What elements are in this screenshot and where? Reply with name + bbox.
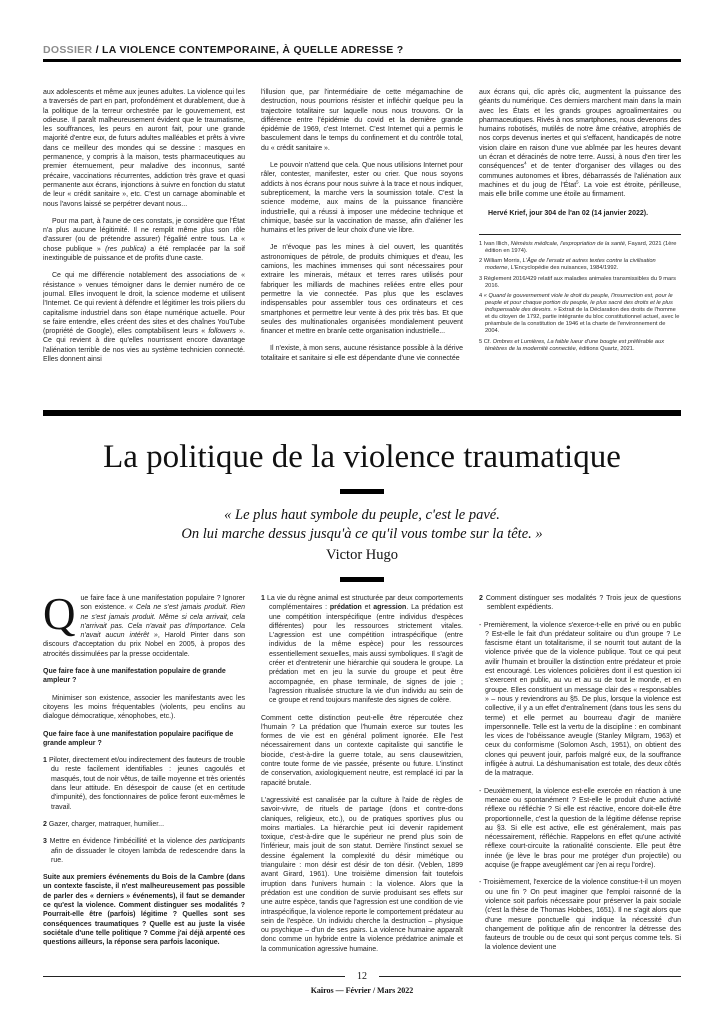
paragraph: Il n'existe, à mon sens, aucune résistance possible à la dérive totalitaire et sanitaire si elle est dépendante d'une vie connectée: [261, 345, 463, 362]
paragraph: aux écrans qui, clic après clic, augmentent la puissance des géants du numérique. Ces derniers marchent main dans la main avec les États et les grands groupes agroalimentaires ou pharmaceutiques. Rivés à nos smartphones, nous devenons des humains robotisés, mutilés de notre âme créative, atrophiés de nos corps devenus inertes et qui s'effacent, handicapés de notre vision claire en raison d'une vue abîmée par les heures devant un écran et déracinés de notre terre. Aussi, à nous d'en tirer les conséquences$^4$ et de tenter d'organiser des villages ou des communes autonomes et libres, débarrassés de l'aliénation aux machines et du joug de l'État$^5$. La voie est étroite, périlleuse, mais elle brille comme une étoile au firmament.: [479, 89, 681, 199]
title-ornament-bar: [340, 489, 384, 494]
top-column-1: [43, 88, 245, 404]
top-column-2: [261, 88, 463, 404]
bullet-paragraph: - Premièrement, la violence s'exerce-t-elle en privé ou en public ? Est-elle le fait d'un prédateur solitaire ou d'un groupe ? Le fascisme étant un totalitarisme, il se nourrit tout autant de la violence privée que de la violence publique. Tout ce qui peut avilir l'humain et brouiller la distinction entre prédateur et proie est encouragé. Les violences policières dont il est question ici s'exercent en public, au vu et au su de tout le monde, et en groupe. Elles constituent un message clair des « responsables » – nous y reviendrons au §5. De plus, lorsque la violence est collective, il y a un effet d'entraînement (dans tous les sens du terme) et elle permet au bourreau d'agir de manière impersonnelle. Telle est la vertu de la discipline : en combinant les vices de l'obéissance aveugle (Stanley Milgram, 1963) et ceux du conformisme (Solomon Asch, 1951), on obtient des clones qui peuvent jouir, parfois malgré eux, de la souffrance infligée à autrui. La déshumanisation est totale, des deux côtés de la matraque.: [479, 621, 681, 778]
journal-issue-line: Kairos — Février / Mars 2022: [310, 986, 414, 995]
paragraph: l'illusion que, par l'intermédiaire de cette mégamachine de destruction, nous pourrions résister et infléchir quelque peu la trajectoire totalitaire sur laquelle nous nous trouvons. Or la différence entre l'épidémie du covid et la dernière grande épidémie de 1969, c'est Internet. C'est Internet qui a permis le basculement dans le temps du confinement et du contrôle total, du « crédit sanitaire ».: [261, 89, 463, 152]
numbered-item: 1 Piloter, directement et/ou indirectement des fauteurs de trouble du reste facilement identifiables : jeunes cagoulés et masqués, tout de noir vêtus, de taille moyenne et très orientés dans leur attitude. En désespoir de cause (et en certitude d'impunité), des fonctionnaires de police feront eux-mêmes le travail.: [43, 757, 245, 811]
paragraph: Le pouvoir n'attend que cela. Que nous utilisions Internet pour râler, contester, manifester, ester ou crier. Que nous soyons addicts à nos écrans pour nous suivre à la trace et nous indiquer, subrepticement, la marche vers la soumission totale. C'est la science moderne, aux mains de la puissance financière industrielle, qui a réussi à imposer une médecine technique et chimique, basée sur la vaccination de masse, afin d'aliéner les humains et les priver de leur choix d'une vie libre.: [261, 162, 463, 235]
paragraph: Je n'évoque pas les mines à ciel ouvert, les quantités astronomiques de pétrole, de produits chimiques et d'eau, les camions, les machines immenses qui sont nécessaires pour extraire les minerais, métaux et terres rares utilisés pour fabriquer les milliards de machines reliées entre elles pour permettre la vie connectée. Pas plus que les esclaves indispensables pour assembler tous ces ordinateurs et ces smartphones et permettre leur vente à des prix très bas. Et que seules des multinationales organisées mondialement peuvent financer et mettre en branle cette organisation industrielle...: [261, 244, 463, 336]
dossier-header: [43, 44, 681, 56]
footnote: 1 Ivan Illich, Némésis médicale, l'expropriation de la santé, Fayard, 2021 (1ère édition en 1974).: [479, 240, 677, 254]
lead-text: ue faire face à une manifestation populaire ? Ignorer son existence. « Cela ne s'est jamais produit. Rien ne s'est jamais produit. Même si cela arrivait, cela n'arrivait pas. Cela n'avait pas d'importance. Cela n'avait aucun intérêt », Harold Pinter dans son discours d'acceptation du prix Nobel en 2005, à propos des atrocités dissimulées par la presse occidentale.: [43, 595, 245, 658]
drop-cap: Q: [43, 594, 76, 639]
section-divider-rule: [43, 410, 681, 416]
quote-ornament-bar: [340, 577, 384, 582]
page-number: 12: [345, 971, 379, 982]
dossier-kicker: DOSSIER: [43, 44, 93, 56]
footnote: 4 « Quand le gouvernement viole le droit du peuple, l'insurrection est, pour le peuple et pour chaque portion du peuple, le plus sacré des droits et le plus indispensable des devoirs. » Extrait de la Déclaration des droits de l'homme et du citoyen de 1792, partie intégrante du bloc constitutionnel actuel, avec le préambule de la constitution de 1946 et la charte de l'environnement de 2004.: [479, 293, 680, 335]
page-footer: [43, 971, 681, 995]
article-body: [43, 594, 681, 966]
subhead: Que faire face à une manifestation populaire pacifique de grande ampleur ?: [43, 730, 234, 747]
quote-line-1: « Le plus haut symbole du peuple, c'est le pavé.: [224, 507, 500, 523]
header-rule: [43, 59, 681, 62]
title-block: [43, 438, 681, 582]
quote-line-2: On lui marche dessus jusqu'à ce qu'il vous tombe sur la tête. »: [181, 525, 543, 542]
quote-author: Victor Hugo: [325, 547, 399, 563]
top-column-3: [479, 88, 681, 404]
footnotes: [479, 241, 681, 353]
footnote: 2 William Morris, L'Âge de l'ersatz et autres textes contre la civilisation moderne, L'Encyclopédie des nuisances, 1984/1992.: [479, 258, 656, 272]
article-column-3: [479, 594, 681, 966]
bullet-paragraph: - Deuxièmement, la violence est-elle exercée en réaction à une menace ou spontanément ? Est-elle le produit d'une activité réflexe ou réfléchie ? Si elle est réactive, encore doit-elle être proportionnelle, c'est la question de la légitime défense reprise au §3. Si elle est active, elle est généralement, mais pas nécessairement, réfléchie. Rappelons en effet qu'une activité réflexe court-circuite la rationalité consciente. Elle peut être innée (je lève le bras pour me protéger d'un projectile) ou acquise (je frappe aveuglément car j'en ai reçu l'ordre).: [479, 787, 681, 870]
paragraph: L'agressivité est canalisée par la culture à l'aide de règles de savoir-vivre, de rituels de partage (dons et contre-dons claniques, religieux, etc.), ou de pratiques sportives plus ou moins martiales. La hiérarchie peut ici devenir rapidement toxique, c'est-à-dire que le supérieur ne prend plus soin de l'inférieur, mais jouit de son statut. Derrière l'instinct sexuel se dessine également la complexité du désir mimétique ou triangulaire : mon désir est désir de ton désir. (Veblen, 1899 avant Girard, 1961). Une troisième dimension fait toutefois irruption dans l'univers humain : la violence. Alors que la prédation est une condition de survie produisant ses effets sur une autre espèce, tandis que l'agression est une condition de vie intraspécifique, la violence reporte le comportement prédateur au sein de l'espèce. Un individu cherche la destruction – physique ou psychique – d'un de ses pairs. La violence humaine apparaît donc comme un hybride entre la violence prédatrice animale et la communication agressive humaine.: [261, 796, 463, 953]
lead-paragraph: [43, 594, 245, 659]
subhead: Que faire face à une manifestation populaire de grande ampleur ?: [43, 668, 226, 685]
dossier-title: LA VIOLENCE CONTEMPORAINE, À QUELLE ADRESSE ?: [102, 44, 404, 56]
footer-rule: [43, 971, 681, 982]
paragraph: aux adolescents et même aux jeunes adultes. La violence qui les a traversés de part en part, profondément et durablement, due à la politique de la terreur orchestrée par le gouvernement, est odieuse. Il paraît malheureusement évident que le traumatisme, les souffrances, les peurs en auront fait, pour une grande majorité d'entre eux, de futurs adultes malléables et prêts à vivre dans ce meilleur des mondes qui se dessine : masques en permanence, y compris à la maison, tests pharmaceutiques au premier éternuement, peur maladive des inconnus, santé précaire, vaccinations récurrentes, addiction très grave et quasi permanente aux écrans, injonctions à suivre en fonction du statut de leur « crédit sanitaire », etc. C'est un carnage abominable et nous l'avons laissé se perpétrer devant nous...: [43, 89, 245, 208]
numbered-item: 2 Gazer, charger, matraquer, humilier...: [43, 820, 165, 828]
numbered-paragraph: 1 La vie du règne animal est structurée par deux comportements complémentaires : prédation et agression. La prédation est une compétition interspécifique (entre individus d'espèces différentes) pour les ressources strictement vitales. L'agression est une compétition intraspécifique (entre individus de la même espèce) pour les ressources essentiellement sexuelles, mais aussi symboliques. Il s'agit de créer et d'entretenir une hiérarchie qui soudera le groupe. La prédation met en jeu la survie du groupe et peut être accompagnée, en phase terminale, de signes de joie ; l'agression ritualisée structure la vie d'un individu au sein de ce groupe et rend toujours manifeste des signes de colère.: [261, 595, 464, 705]
top-section: [43, 88, 681, 404]
numbered-item: 3 Mettre en évidence l'imbécillité et la violence des participants afin de dissuader le citoyen lambda de redescendre dans la rue.: [43, 838, 246, 864]
article-title: La politique de la violence traumatique: [103, 439, 621, 475]
paragraph: Pour ma part, à l'aune de ces constats, je considère que l'État n'a plus aucune légitimité. Il ne remplit même plus son rôle d'assurer (ou de prétendre assurer) l'égalité entre tous. La « chose publique » (res publica) a été remplacée par la soif inextinguible de puissance et de profits d'une caste.: [43, 217, 245, 263]
epigraph-quote: [43, 506, 681, 543]
paragraph: Ce qui me différencie notablement des associations de « résistance » venues témoigner dans le dernier numéro de ce journal. Elles invoquent le droit, la science moderne et utilisent l'Internet. Ce qui revient à défendre et légitimer les trois piliers du capitalisme industriel dans son étape numérique actuelle. Pour se faire entendre, elles créent des sites et des chaînes YouTube (propriété de Google), elles comptabilisent leurs « followers ». Ce qui revient à dire qu'elles nourrissent encore davantage l'aliénation terrible de nos vies au système technicien connecté. Elles donnent ainsi: [43, 272, 245, 364]
article-column-2: [261, 594, 463, 966]
author-signature: Hervé Krief, jour 304 de l'an 02 (14 janvier 2022).: [488, 209, 649, 217]
dossier-separator: /: [95, 44, 99, 56]
bullet-paragraph: - Troisièmement, l'exercice de la violence constitue-t-il un moyen ou une fin ? On peut imaginer que l'emploi raisonné de la violence soit parfois nécessaire pour préserver la paix sociale (c'est la thèse de Thomas Hobbes, 1651). Il ne s'agit alors que d'une mesure ponctuelle qui indique la nécessité d'un changement de politique afin de rencontrer la détresse des fauteurs de trouble ou de ceux qui sont perçus comme tels. Si la violence devient une: [479, 879, 681, 952]
footnote: 5 Cf. Ombres et Lumières, La faible lueur d'une bougie est préférable aux ténèbres de la modernité connectée, éditions Quartz, 2021.: [479, 338, 665, 352]
footnote-rule: [479, 234, 681, 235]
article-column-1: [43, 594, 245, 966]
footnote: 3 Règlement 2016/429 relatif aux maladies animales transmissibles du 9 mars 2016.: [479, 275, 676, 289]
numbered-paragraph: 2 Comment distinguer ses modalités ? Trois jeux de questions semblent expédients.: [479, 595, 681, 612]
paragraph: Minimiser son existence, associer les manifestants avec les citoyens les moins fréquentables (violents, peu enclins au dialogue démocratique, xénophobes, etc.).: [43, 694, 245, 721]
bold-paragraph: Suite aux premiers événements du Bois de la Cambre (dans un contexte fasciste, il n'est malheureusement pas possible de parler des « derniers » événements), il faut se demander ce qu'est la violence. Comment distinguer ses modalités ? Pourrait-elle être (parfois) légitime ? Quelles sont ses conséquences traumatiques ? Quelle est au juste la visée sociétale d'une telle politique ? Comme j'ai déjà arpenté ces questions ailleurs, la réponse sera parfois laconique.: [43, 874, 245, 947]
paragraph: Comment cette distinction peut-elle être répercutée chez l'humain ? La prédation que l'humain exerce sur toutes les formes de vie est en général poliment ignorée. Elle l'est nécessairement dans un contexte capitaliste qui sanctifie le biocide, c'est-à-dire la guerre totale, au sens clausewitzien, contre toute forme de vie passée, présente ou future. L'instinct de conservation, axiologiquement neutre, est remplacé ici par la rapacité brutale.: [261, 714, 463, 787]
